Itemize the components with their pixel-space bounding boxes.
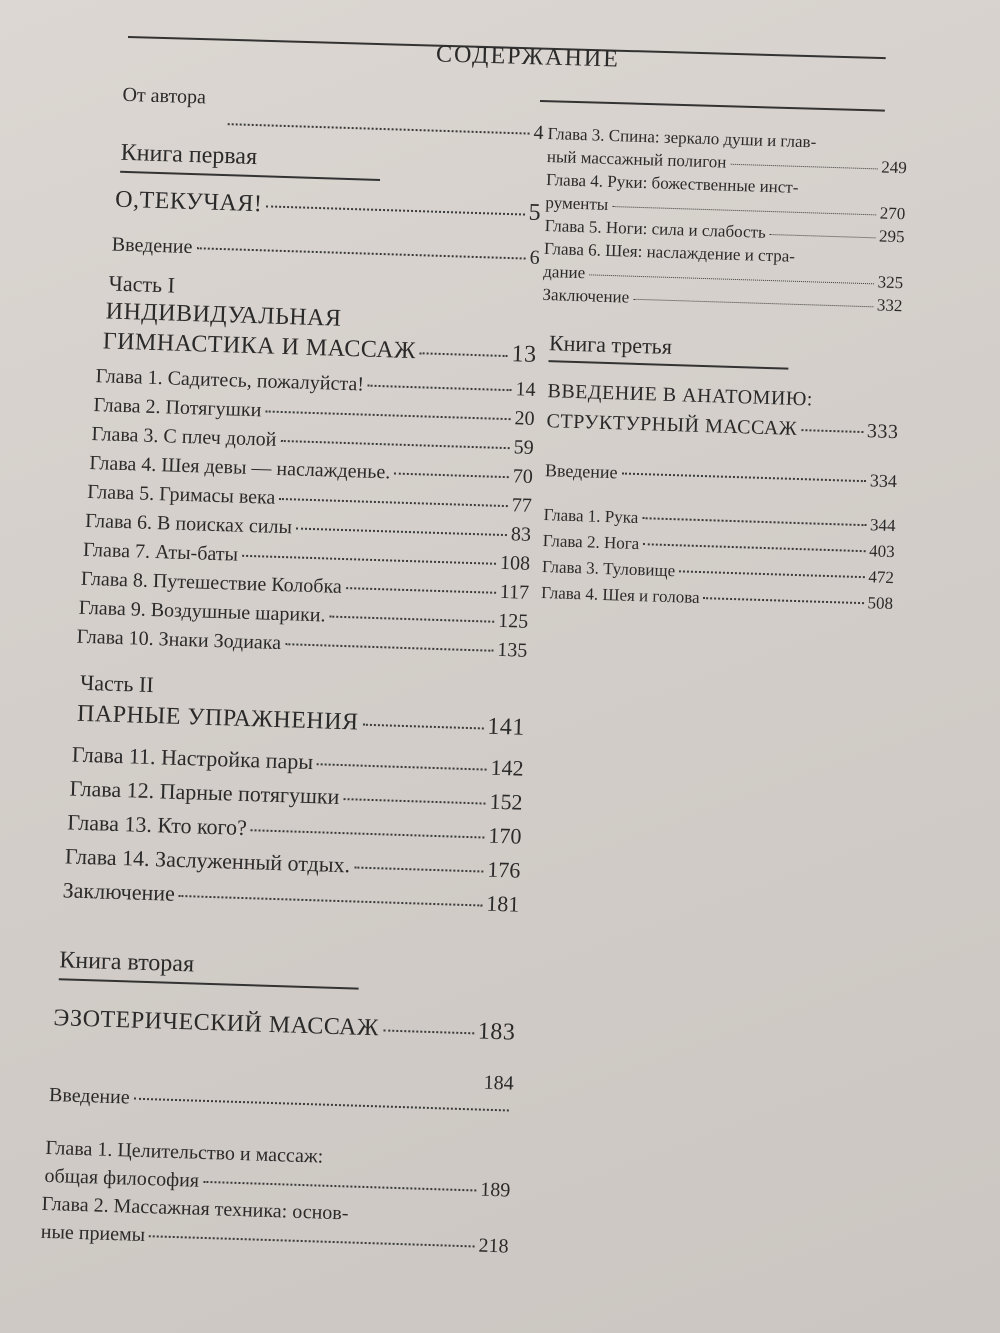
part1-title-line1: ИНДИВИДУАЛЬНАЯ [105,298,342,332]
entry-title: Глава 6. В поисках силы [84,509,293,539]
leader-dots [362,724,483,730]
entry-page: 20 [514,407,535,430]
book3-rule [548,360,788,370]
entry-page: 59 [513,436,535,459]
entry-title-line1: Глава 3. Спина: зеркало души и глав- [547,123,817,152]
left-column [28,80,544,1261]
entry-title: Заключение [62,877,176,906]
entry-title-line1: Глава 6. Шея: наслаждение и стра- [543,238,796,266]
entry-page: 332 [876,295,903,316]
book2-label-text: Книга вторая [58,947,195,978]
leader-dots [346,587,496,594]
entry-title: Глава 5. Гримасы века [86,480,276,509]
leader-dots [228,123,530,134]
entry-page: 295 [878,226,905,247]
book1-label-text: Книга первая [120,139,258,171]
leader-dots [279,498,508,507]
leader-dots [770,234,875,238]
toc-entry-book1-intro [111,229,540,274]
entry-page: 5 [528,199,542,227]
entry-title-line1: Глава 4. Руки: божественные инст- [545,169,799,197]
entry-page: 403 [868,541,895,562]
leader-dots [265,410,510,420]
leader-dots [196,247,525,259]
entry-page: 125 [497,609,529,633]
entry-page: 70 [512,465,534,488]
leader-dots [643,543,865,552]
leader-dots [704,597,864,604]
entry-page: 141 [486,713,526,741]
entry-title-line1: Заключение [542,284,630,307]
book1-rule [120,171,380,181]
entry-title: Глава 7. Аты-баты [82,538,239,566]
leader-dots [149,1235,474,1247]
leader-dots [420,352,508,357]
leader-dots [251,829,485,838]
entry-page: 189 [480,1178,511,1202]
entry-page: 334 [869,470,898,492]
part2-chapter-list [62,738,525,922]
entry-title-line2: ные приемы [40,1220,146,1247]
part1-label: Часть I [108,270,176,298]
entry-page: 333 [866,420,899,444]
entry-page: 176 [487,856,521,883]
leader-dots [589,274,873,284]
entry-title: О,ТЕКУЧАЯ! [114,186,263,218]
leader-dots [317,763,487,770]
leader-dots [266,205,524,215]
entry-page: 13 [511,341,538,368]
leader-dots [203,1181,476,1192]
leader-dots [179,895,483,907]
entry-title: Глава 2. Нога [542,531,640,554]
book2-rule [59,978,359,989]
entry-page: 183 [477,1018,516,1046]
entry-page: 117 [499,580,530,604]
entry-page: 108 [499,551,531,575]
entry-title-line2: ный массажный полигон [546,146,727,172]
part2-label: Часть II [79,669,155,698]
entry-page: 472 [868,567,895,588]
entry-title: Глава 11. Настройка пары [71,741,314,775]
entry-title: СТРУКТУРНЫЙ МАССАЖ [546,410,798,440]
leader-dots [622,472,866,482]
toc-entry-book2-title [53,1002,516,1048]
leader-dots [296,527,507,536]
entry-page: 344 [869,515,896,536]
entry-page: 14 [515,378,536,401]
entry-title-line1: Глава 2. Массажная техника: основ- [41,1192,349,1225]
leader-dots [633,299,873,308]
leader-dots [612,206,876,215]
entry-title-line1: Глава 5. Ноги: сила и слабость [544,215,767,242]
entry-page: 135 [496,638,528,662]
leader-dots [383,1029,474,1034]
entry-title-line2: дание [543,261,586,283]
entry-title: Введение [48,1084,131,1109]
entry-page: 77 [511,494,533,517]
toc-entry-book2-intro [49,1056,514,1123]
entry-title: Глава 4. Шея девы — наслажденье. [89,451,391,484]
entry-page: 508 [867,593,894,614]
entry-title: Глава 14. Заслуженный отдых. [64,843,351,878]
entry-title-line1: Глава 1. Целительство и массаж: [45,1136,324,1168]
leader-dots [330,616,495,623]
book3-chapter-list [541,502,896,617]
leader-dots [394,473,509,479]
leader-dots [242,555,496,565]
book3-label [548,330,789,370]
entry-title: Глава 10. Знаки Зодиака [76,625,282,655]
entry-title: ГИМНАСТИКА И МАССАЖ [102,328,417,365]
book2-continued-list [542,122,908,317]
entry-title: Введение [544,460,618,483]
entry-title: Глава 4. Шея и голова [540,583,700,607]
entry-page: 184 [483,1071,515,1095]
entry-page: 152 [489,788,523,815]
leader-dots [280,440,509,449]
entry-page: 83 [510,523,532,546]
right-column [533,122,908,617]
leader-dots [354,866,483,872]
entry-title-line2: рументы [545,192,609,214]
entry-title: От автора [122,83,207,109]
toc-entry-book1-title [115,185,542,228]
entry-title: Глава 9. Воздушные шарики. [78,596,326,627]
leader-dots [801,429,863,433]
entry-title: Глава 1. Садитесь, пожалуйста! [95,365,365,396]
entry-page: 249 [880,157,908,178]
entry-title: Введение [111,233,193,259]
entry-page: 181 [485,890,520,917]
entry-title: Глава 2. Потягушки [93,394,262,422]
entry-title: Глава 1. Рука [543,505,639,528]
leader-dots [285,643,493,652]
entry-page: 270 [879,203,906,224]
leader-dots [642,517,866,526]
leader-dots [134,1098,509,1112]
page-title: СОДЕРЖАНИЕ [435,41,621,73]
entry-title: Глава 12. Парные потягушки [69,775,340,809]
entry-page: 170 [488,822,522,849]
book1-label [120,140,381,181]
book2-label [59,947,360,989]
entry-page: 142 [490,754,525,781]
right-rule [540,100,885,112]
entry-title-line2: общая философия [44,1164,200,1192]
entry-page: 6 [529,246,540,269]
entry-title: ЭЗОТЕРИЧЕСКИЙ МАССАЖ [53,1005,380,1042]
leader-dots [343,798,485,804]
entry-title: Глава 3. Туловище [541,557,676,581]
entry-page: 325 [877,272,904,293]
book3-label-text: Книга третья [548,330,673,359]
leader-dots [368,385,512,392]
leader-dots [730,164,877,170]
book3-title-line1: ВВЕДЕНИЕ В АНАТОМИЮ: [547,380,814,411]
toc-entry-book3-intro [545,456,898,495]
entry-title: Глава 13. Кто кого? [66,809,248,841]
entry-title: Глава 3. С плеч долой [91,423,277,451]
leader-dots [679,570,864,578]
entry-page: 218 [478,1234,509,1258]
entry-page: 4 [533,121,544,145]
part1-chapter-list [76,362,536,666]
entry-title: Глава 8. Путешествие Колобка [80,567,343,598]
entry-title: ПАРНЫЕ УПРАЖНЕНИЯ [76,700,359,736]
